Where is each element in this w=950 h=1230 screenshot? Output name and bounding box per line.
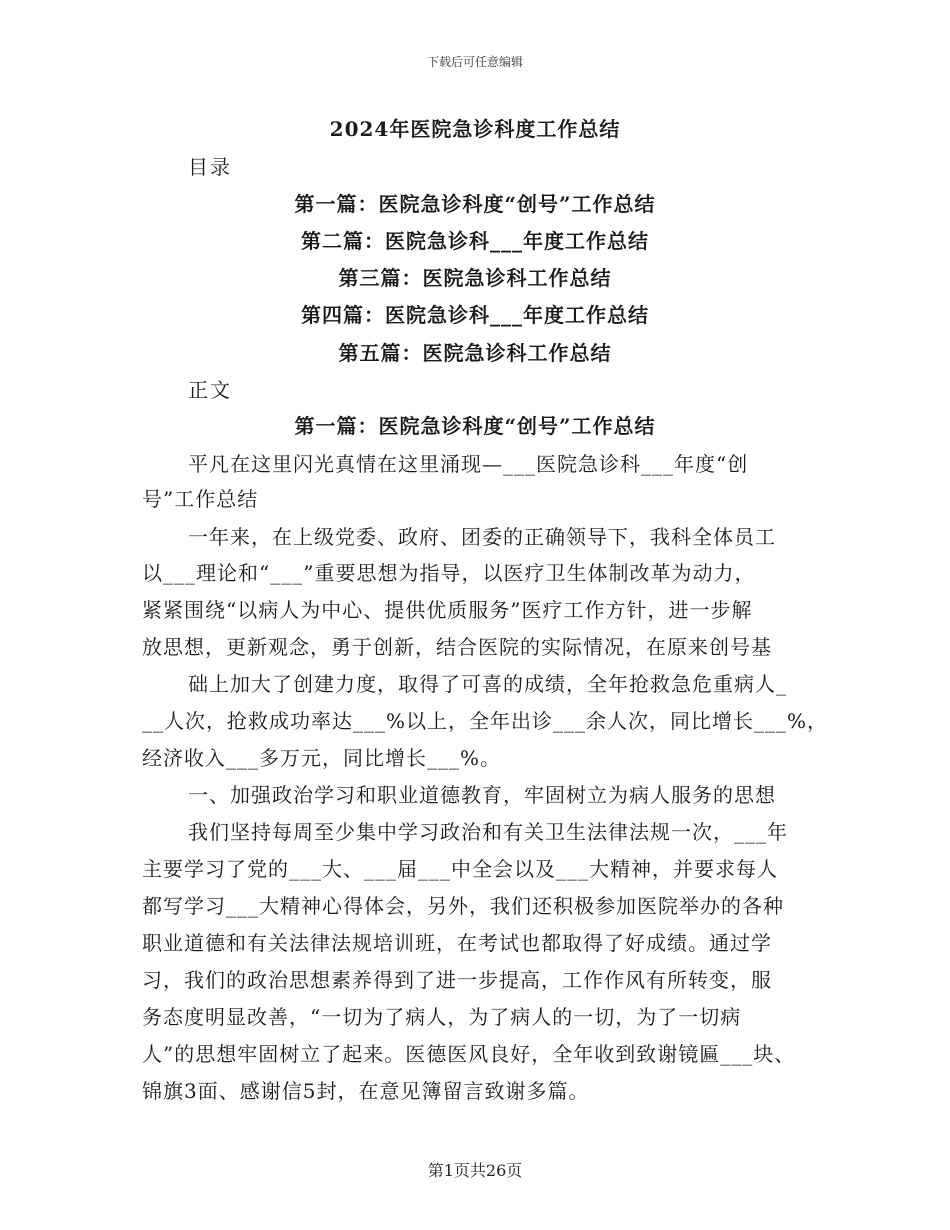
paragraph-line: 放思想，更新观念，勇于创新，结合医院的实际情况，在原来创号基	[142, 635, 772, 659]
toc-item-4[interactable]: 第四篇：医院急诊科___年度工作总结	[301, 303, 649, 327]
toc-item-3[interactable]: 第三篇：医院急诊科工作总结	[338, 266, 612, 290]
paragraph-line: 础上加大了创建力度，取得了可喜的成绩，全年抢救急危重病人_	[188, 672, 787, 696]
toc-item-5[interactable]: 第五篇：医院急诊科工作总结	[338, 341, 612, 365]
paragraph-line: 习，我们的政治思想素养得到了进一步提高，工作作风有所转变，服	[142, 968, 772, 992]
paragraph-line: 平凡在这里闪光真情在这里涌现—___医院急诊科___年度“创	[188, 452, 749, 476]
paragraph-line: 主要学习了党的___大、___届___中全会以及___大精神，并要求每人	[142, 857, 778, 881]
paragraph-line: 都写学习___大精神心得体会，另外，我们还积极参加医院举办的各种	[142, 894, 784, 918]
toc-label: 目录	[188, 155, 232, 179]
toc-item-2[interactable]: 第二篇：医院急诊科___年度工作总结	[301, 229, 649, 253]
paragraph-line: __人次，抢救成功率达___%以上，全年出诊___余人次，同比增长___%，	[142, 709, 829, 733]
paragraph-line: 锦旗3面、感谢信5封，在意见簿留言致谢多篇。	[142, 1079, 590, 1103]
toc-item-1[interactable]: 第一篇：医院急诊科度“创号”工作总结	[294, 192, 656, 216]
paragraph-line: 务态度明显改善，“一切为了病人，为了病人的一切，为了一切病	[142, 1005, 742, 1029]
paragraph-line: 我们坚持每周至少集中学习政治和有关卫生法律法规一次，___年	[188, 820, 788, 844]
paragraph-line: 一、加强政治学习和职业道德教育，牢固树立为病人服务的思想	[188, 783, 776, 807]
paragraph-line: 一年来，在上级党委、政府、团委的正确领导下，我科全体员工	[188, 525, 776, 549]
paragraph-line: 人”的思想牢固树立了起来。医德医风良好，全年收到致谢镜匾___块、	[142, 1042, 796, 1066]
page-number-footer: 第1页共26页	[427, 1161, 523, 1180]
paragraph-line: 紧紧围绕“以病人为中心、提供优质服务”医疗工作方针，进一步解	[142, 598, 753, 622]
header-note: 下载后可任意编辑	[426, 55, 523, 69]
body-heading: 第一篇：医院急诊科度“创号”工作总结	[294, 414, 656, 438]
body-label: 正文	[188, 378, 232, 402]
paragraph-line: 以___理论和“___”重要思想为指导，以医疗卫生体制改革为动力，	[142, 561, 756, 585]
paragraph-line: 号”工作总结	[142, 487, 259, 511]
paragraph-line: 职业道德和有关法律法规培训班，在考试也都取得了好成绩。通过学	[142, 931, 772, 955]
paragraph-line: 经济收入___多万元，同比增长___%。	[142, 746, 502, 770]
document-title: 2024年医院急诊科度工作总结	[329, 117, 621, 141]
